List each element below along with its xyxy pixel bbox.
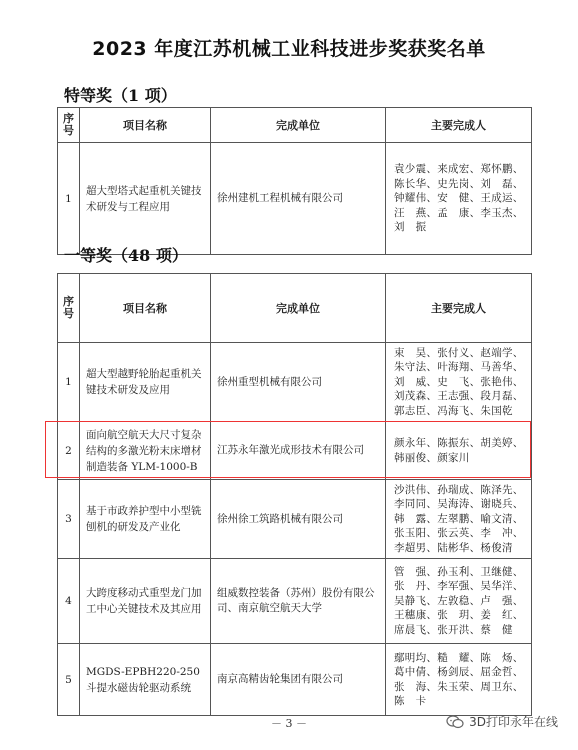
document-title: 2023 年度江苏机械工业科技进步奖获奖名单 (92, 38, 486, 60)
row-no: 3 (58, 480, 80, 559)
special-award-heading: 特等奖（1 项） (64, 86, 177, 105)
table-row (58, 143, 532, 255)
row-persons: 沙洪伟、孙瑞成、陈泽先、李同同、吴海涛、谢晓兵、韩 露、左翠鹏、喻文清、张玉阳、张云英、李 冲、李超男、陆彬华、杨俊清 (386, 480, 532, 559)
table-row (58, 644, 532, 716)
row-persons: 颜永年、陈振东、胡美婷、韩丽俊、颜家川 (386, 422, 532, 480)
table-row (58, 480, 532, 559)
row-no: 1 (58, 143, 80, 255)
page-number: － 3 － (271, 717, 307, 730)
row-no: 5 (58, 644, 80, 716)
row-project-name: 面向航空航天大尺寸复杂结构的多激光粉末床增材制造装备 YLM-1000-B (80, 422, 211, 480)
watermark-text: 3D打印永年在线 (469, 715, 558, 729)
first-award-table (57, 273, 532, 716)
header-project-name: 项目名称 (80, 108, 211, 143)
row-persons: 袁少震、来成宏、郑怀鹏、陈长华、史先岗、刘 磊、钟耀伟、安 健、王成运、汪 燕、孟 康、李玉杰、刘 振 (386, 143, 532, 255)
header-persons: 主要完成人 (386, 274, 532, 343)
table-header-row (58, 108, 532, 143)
chat-bubbles-icon (446, 715, 464, 729)
row-unit: 徐州重型机械有限公司 (211, 343, 386, 422)
row-no: 2 (58, 422, 80, 480)
row-project-name: 超大型塔式起重机关键技术研发与工程应用 (80, 143, 211, 255)
watermark (446, 713, 558, 730)
row-persons: 管 强、孙玉利、卫继健、张 丹、李军强、吴华洋、吴静飞、左敦稳、卢 强、王穗康、张 玥、姜 红、席晨飞、张开洪、蔡 健 (386, 559, 532, 644)
row-unit: 徐州徐工筑路机械有限公司 (211, 480, 386, 559)
row-persons: 束 昊、张付义、赵端学、朱守法、叶海翔、马善华、刘 威、史 飞、张艳伟、刘茂森、王志强、段月磊、郭志臣、冯海飞、朱国乾 (386, 343, 532, 422)
row-project-name: 基于市政养护型中小型铣刨机的研发及产业化 (80, 480, 211, 559)
header-project-name: 项目名称 (80, 274, 211, 343)
table-header-row (58, 274, 532, 343)
header-no: 序号 (58, 108, 80, 143)
row-no: 1 (58, 343, 80, 422)
header-unit: 完成单位 (211, 108, 386, 143)
row-unit: 江苏永年激光成形技术有限公司 (211, 422, 386, 480)
row-unit: 南京高精齿轮集团有限公司 (211, 644, 386, 716)
first-award-heading: 一等奖（48 项） (64, 246, 188, 265)
header-unit: 完成单位 (211, 274, 386, 343)
table-row (58, 559, 532, 644)
row-persons: 鄢明均、糙 耀、陈 炀、葛中倩、杨剑辰、屈金哲、张 海、朱玉荣、周卫东、陈 卡 (386, 644, 532, 716)
header-no: 序号 (58, 274, 80, 343)
highlight-box (45, 421, 531, 478)
row-project-name: 大跨度移动式重型龙门加工中心关键技术及其应用 (80, 559, 211, 644)
row-project-name: MGDS-EPBH220-250 斗提水磁齿轮驱动系统 (80, 644, 211, 716)
row-project-name: 超大型越野轮胎起重机关键技术研发及应用 (80, 343, 211, 422)
header-persons: 主要完成人 (386, 108, 532, 143)
row-no: 4 (58, 559, 80, 644)
special-award-table (57, 107, 532, 255)
row-unit: 徐州建机工程机械有限公司 (211, 143, 386, 255)
table-row (58, 343, 532, 422)
row-unit: 组威数控装备（苏州）股份有限公司、南京航空航天大学 (211, 559, 386, 644)
